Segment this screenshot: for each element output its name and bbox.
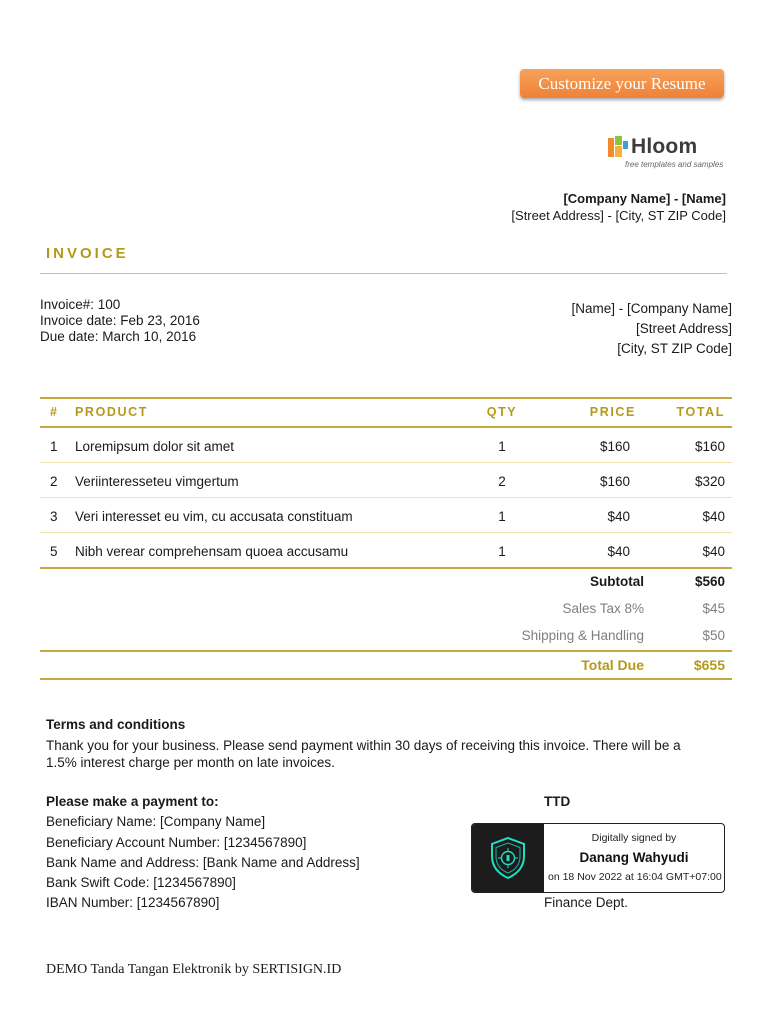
header-number: # <box>50 405 59 419</box>
signature-label: TTD <box>544 794 571 809</box>
row-product: Veri interesset eu vim, cu accusata constituam <box>75 509 353 524</box>
sales-tax-label: Sales Tax 8% <box>562 601 644 616</box>
invoice-number: Invoice#: 100 <box>40 297 121 312</box>
customize-resume-button[interactable]: Customize your Resume <box>520 69 724 98</box>
row-qty: 1 <box>498 439 506 454</box>
hloom-logo[interactable] <box>607 133 727 173</box>
bank-swift-code: Bank Swift Code: [1234567890] <box>46 875 236 890</box>
row-qty: 2 <box>498 474 506 489</box>
invoice-title: INVOICE <box>46 245 129 262</box>
total-due-label: Total Due <box>581 657 644 673</box>
row-price: $40 <box>607 509 630 524</box>
beneficiary-name: Beneficiary Name: [Company Name] <box>46 814 266 829</box>
recipient-street: [Street Address] <box>635 321 732 336</box>
sender-company-name: [Company Name] - [Name] <box>563 191 726 206</box>
logo-tagline: free templates and samples <box>625 160 724 169</box>
shipping-value: $50 <box>702 628 725 643</box>
row-product: Loremipsum dolor sit amet <box>75 439 235 454</box>
iban-number: IBAN Number: [1234567890] <box>46 895 220 910</box>
signature-date: on 18 Nov 2022 at 16:04 GMT+07:00 <box>548 871 722 883</box>
row-qty: 1 <box>498 509 506 524</box>
header-product: PRODUCT <box>75 405 149 419</box>
table-header <box>40 397 732 428</box>
row-number: 3 <box>50 509 58 524</box>
total-due-value: $655 <box>693 657 725 673</box>
header-qty: QTY <box>486 405 518 419</box>
row-total: $40 <box>702 544 725 559</box>
row-total: $320 <box>694 474 725 489</box>
row-total: $40 <box>702 509 725 524</box>
footer-text: DEMO Tanda Tangan Elektronik by SERTISIGN.ID <box>46 962 342 977</box>
digital-signature-box[interactable] <box>471 823 725 893</box>
title-divider <box>40 273 727 274</box>
row-total: $160 <box>694 439 725 454</box>
bank-name-address: Bank Name and Address: [Bank Name and Address] <box>46 855 360 870</box>
row-number: 5 <box>50 544 58 559</box>
beneficiary-account: Beneficiary Account Number: [1234567890] <box>46 835 307 850</box>
signature-title: Digitally signed by <box>591 832 677 844</box>
logo-name: Hloom <box>631 135 698 158</box>
signer-name: Danang Wahyudi <box>579 850 689 865</box>
row-qty: 1 <box>498 544 506 559</box>
row-product: Nibh verear comprehensam quoea accusamu <box>75 544 349 559</box>
sender-address: [Street Address] - [City, ST ZIP Code] <box>511 208 726 223</box>
row-price: $160 <box>599 439 630 454</box>
table-row <box>40 428 732 463</box>
table-row <box>40 498 732 533</box>
terms-body: Thank you for your business. Please send payment within 30 days of receiving this invoice. There will be a 1.5% interest charge per month on late invoices. <box>46 738 681 770</box>
terms-heading: Terms and conditions <box>46 717 186 732</box>
recipient-city: [City, ST ZIP Code] <box>617 341 732 356</box>
due-date: Due date: March 10, 2016 <box>40 329 197 344</box>
subtotal-label: Subtotal <box>590 574 644 589</box>
table-row <box>40 463 732 498</box>
items-table <box>40 397 732 569</box>
shield-lock-icon <box>489 836 527 880</box>
table-row <box>40 533 732 569</box>
payment-heading: Please make a payment to: <box>46 794 219 809</box>
sales-tax-value: $45 <box>702 601 725 616</box>
header-price: PRICE <box>589 405 636 419</box>
subtotal-value: $560 <box>694 574 725 589</box>
row-number: 2 <box>50 474 58 489</box>
row-product: Veriinteresseteu vimgertum <box>75 474 239 489</box>
row-number: 1 <box>50 439 58 454</box>
recipient-name: [Name] - [Company Name] <box>571 301 732 316</box>
signer-department: Finance Dept. <box>544 895 629 910</box>
row-price: $40 <box>607 544 630 559</box>
row-price: $160 <box>599 474 630 489</box>
hloom-logo-icon <box>607 135 629 159</box>
header-total: TOTAL <box>676 405 725 419</box>
signature-shield-panel <box>472 824 544 892</box>
invoice-date: Invoice date: Feb 23, 2016 <box>40 313 200 328</box>
shipping-label: Shipping & Handling <box>521 628 644 643</box>
